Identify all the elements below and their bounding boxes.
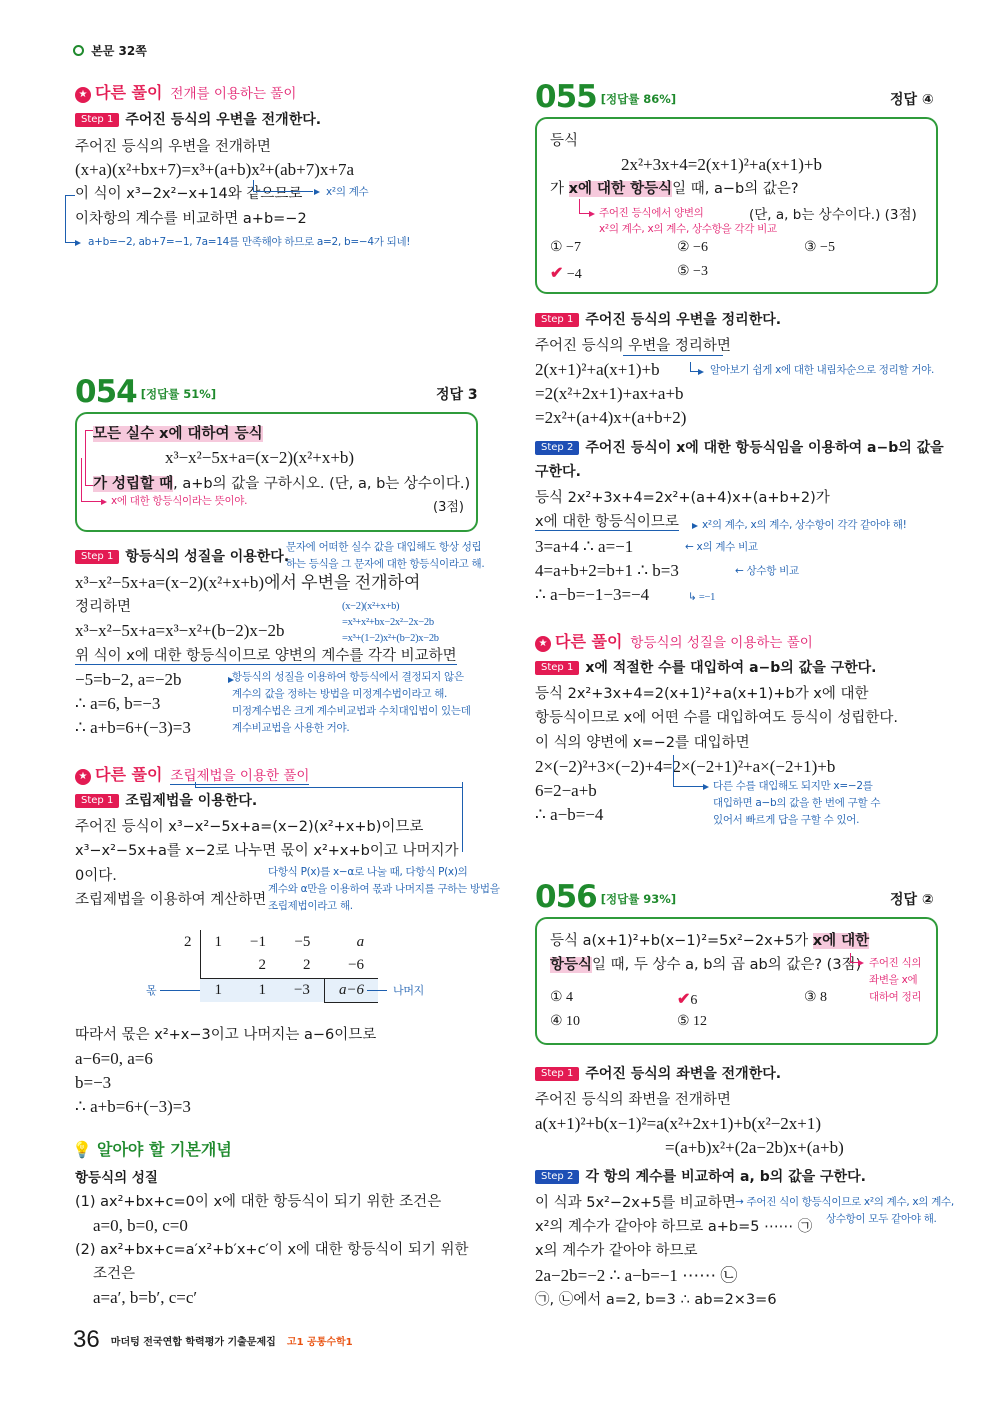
synthetic-division (170, 930, 378, 1003)
text-line: 따라서 몫은 x²+x−3이고 나머지는 a−6이므로 (75, 1027, 377, 1043)
checkmark-icon: ✔ (677, 991, 691, 1008)
step-badge: Step 1 (75, 550, 119, 564)
text-line: ㉠, ㉡에서 a=2, b=3 ∴ ab=2×3=6 (535, 1292, 777, 1308)
concept-subtitle: 항등식의 성질 (75, 1170, 158, 1186)
page-ref: 본문 32쪽 (73, 42, 147, 59)
math-line: ∴ a+b=6+(−3)=3 (75, 718, 191, 737)
annotation: 대하여 정리 (869, 991, 922, 1003)
connector-line (690, 362, 698, 372)
math-line: ∴ a+b=6+(−3)=3 (75, 1097, 191, 1116)
table-row: 2 2 −6 (170, 954, 378, 978)
text-line: 주어진 등식이 x³−x²−5x+a=(x−2)(x²+x+b)이므로 (75, 819, 424, 835)
math-line: =2(x²+2x+1)+ax+a+b (535, 384, 684, 403)
star-icon: ★ (535, 636, 551, 652)
math-line: =2x²+(a+4)x+(a+b+2) (535, 408, 687, 427)
text-line: x의 계수가 같아야 하므로 (535, 1243, 698, 1259)
annotation: 대입하면 a−b의 값을 한 번에 구할 수 (713, 797, 881, 809)
annotation: 계수의 값을 정하는 방법을 미정계수법이라고 해. (232, 688, 448, 700)
arrow-icon (589, 211, 595, 217)
math-line: 2a−2b=−2 ∴ a−b=−1 ⋯⋯ ㉡ (535, 1266, 738, 1285)
choice-3[interactable]: ③ 8 (804, 990, 828, 1005)
concept-item: a=0, b=0, c=0 (93, 1216, 188, 1235)
quotient-label: 몫 (146, 984, 157, 997)
math-line: a−6=0, a=6 (75, 1049, 153, 1068)
table-row: 1 1 −3 a−6 (170, 978, 378, 1002)
annotation: x²의 계수, x의 계수, 상수항이 각각 같아야 해! (702, 519, 907, 531)
concept-item: a=a′, b=b′, c=c′ (93, 1288, 198, 1307)
annotation: =x³+x²+bx−2x²−2x−2b (342, 617, 434, 628)
math-line: =(a+b)x²+(2a−2b)x+(a+b) (665, 1138, 844, 1157)
annotation: ↳ =−1 (688, 592, 716, 603)
arrow-icon (75, 240, 81, 246)
math-line: (x+a)(x²+bx+7)=x³+(a+b)x²+(ab+7)x+7a (75, 160, 355, 179)
choice-1[interactable]: ① −7 (550, 240, 581, 255)
text-line: x에 대한 항등식이므로 (535, 514, 679, 530)
remainder-label: 나머지 (393, 984, 424, 997)
alt-solution-header: ★ 다른 풀이 전개를 이용하는 풀이 (75, 80, 296, 103)
choice-5[interactable]: ⑤ 12 (677, 1014, 708, 1029)
problem-equation: 2x²+3x+4=2(x+1)²+a(x+1)+b (621, 155, 822, 174)
step-heading: Step 1 주어진 등식의 우변을 정리한다. (535, 310, 781, 330)
text-line: 이 식의 양변에 x=−2를 대입하면 (535, 735, 750, 751)
problem-line: 가 x에 대한 항등식일 때, a−b의 값은? (550, 181, 799, 197)
question-box (535, 917, 938, 1045)
connector-line (673, 755, 703, 787)
arrow-icon (314, 189, 320, 195)
step-heading: Step 2 각 항의 계수를 비교하여 a, b의 값을 구한다. (535, 1167, 866, 1187)
connector-line (579, 199, 589, 214)
connector-line (65, 195, 75, 243)
annotation: 주어진 등식에서 양변의 (599, 207, 704, 219)
circle-icon (73, 45, 84, 56)
annotation: 좌변을 x에 (869, 974, 918, 986)
step-heading-cont: 구한다. (535, 464, 581, 480)
math-line: a(x+1)²+b(x−1)²=a(x²+2x+1)+b(x²−2x+1) (535, 1114, 822, 1133)
arrow-right-icon (367, 990, 387, 991)
math-line: x³−x²−5x+a=(x−2)(x²+x+b)에서 우변을 전개하여 (75, 573, 421, 592)
math-line: 2(x+1)²+a(x+1)+b (535, 360, 660, 379)
text-line: 조립제법을 이용하여 계산하면 (75, 892, 267, 908)
annotation: x에 대한 항등식이라는 뜻이야. (111, 495, 248, 507)
annotation: ← x의 계수 비교 (685, 541, 758, 553)
step-heading: Step 1 주어진 등식의 우변을 전개한다. (75, 110, 321, 130)
math-line: ∴ a=6, b=−3 (75, 694, 161, 713)
subject-label: 고1 공통수학1 (286, 1337, 353, 1348)
annotation: x²의 계수 (326, 186, 369, 198)
math-line: 6=2−a+b (535, 781, 597, 800)
annotation: 상수항이 모두 같아야 해. (826, 1213, 937, 1225)
step-badge: Step 2 (535, 1170, 579, 1184)
choice-4[interactable]: ④ 10 (550, 1014, 581, 1029)
question-number: 054 [정답률 51%] (75, 374, 217, 410)
arrow-icon (101, 499, 107, 505)
text-line: 등식 2x²+3x+4=2x²+(a+4)x+(a+b+2)가 (535, 490, 830, 506)
text-line: 이 식과 5x²−2x+5를 비교하면 (535, 1195, 736, 1211)
annotation: 알아보기 쉽게 x에 대한 내림차순으로 정리할 거야. (710, 364, 935, 376)
step-badge: Step 1 (75, 113, 119, 127)
text-line: 등식 2x²+3x+4=2(x+1)²+a(x+1)+b가 x에 대한 (535, 686, 869, 702)
annotation: =x³+(1−2)x²+(b−2)x−2b (342, 633, 439, 644)
connector-line (850, 953, 858, 963)
step-heading: Step 1 조립제법을 이용한다. (75, 791, 257, 811)
book-title: 마더텅 전국연합 학력평가 기출문제집 (110, 1337, 276, 1348)
arrow-left-icon (160, 990, 200, 991)
checkmark-icon: ✔ (550, 265, 564, 282)
choice-2[interactable]: ✔6 (677, 991, 698, 1008)
math-line: b=−3 (75, 1073, 112, 1092)
connector-line (81, 458, 101, 502)
arrow-icon (858, 960, 864, 966)
text-line: 주어진 등식의 우변을 정리하면 (535, 338, 731, 354)
step-heading: Step 1 x에 적절한 수를 대입하여 a−b의 값을 구한다. (535, 658, 877, 678)
text-line: 정리하면 (75, 599, 132, 615)
question-number: 056 [정답률 93%] (535, 879, 677, 915)
annotation: 계수와 α만을 이용하여 몫과 나머지를 구하는 방법을 (268, 883, 500, 895)
annotation: 조립제법이라고 해. (268, 900, 353, 912)
math-line: ∴ a−b=−1−3=−4 (535, 585, 650, 604)
connector-line (253, 180, 313, 192)
annotation: a+b=−2, ab+7=−1, 7a=14를 만족해야 하므로 a=2, b=−4가 되네! (88, 236, 411, 248)
annotation: 문자에 어떠한 실수 값을 대입해도 항상 성립 (286, 541, 482, 553)
footer (73, 1326, 353, 1354)
step-heading: Step 2 주어진 등식이 x에 대한 항등식임을 이용하여 a−b의 값을 (535, 438, 944, 458)
math-line: 2×(−2)²+3×(−2)+4=2×(−2+1)²+a×(−2+1)+b (535, 757, 836, 776)
math-line: x³−x²−5x+a=x³−x²+(b−2)x−2b (75, 621, 285, 640)
annotation: 계수비교법을 사용한 거야. (232, 722, 350, 734)
text-line: 위 식이 x에 대한 항등식이므로 양변의 계수를 각각 비교하면 (75, 648, 457, 664)
math-line: 3=a+4 ∴ a=−1 (535, 537, 634, 556)
choice-1[interactable]: ① 4 (550, 990, 574, 1005)
annotation: 있어서 빠르게 답을 구할 수 있어. (713, 814, 860, 826)
answer-label: 정답 ② (890, 892, 934, 908)
step-badge: Step 1 (535, 661, 579, 675)
text-line: x²의 계수가 같아야 하므로 a+b=5 ⋯⋯ ㉠ (535, 1219, 813, 1235)
concept-header: 💡 알아야 할 기본개념 (72, 1140, 232, 1159)
arrow-icon (698, 369, 704, 375)
annotation: 다항식 P(x)를 x−α로 나눌 때, 다항식 P(x)의 (268, 866, 468, 878)
annotation: 다른 수를 대입해도 되지만 x=−2를 (713, 780, 873, 792)
annotation: 항등식의 성질을 이용하여 항등식에서 결정되지 않은 (232, 671, 464, 683)
problem-line: 등식 a(x+1)²+b(x−1)²=5x²−2x+5가 x에 대한 (550, 933, 870, 949)
question-box (535, 117, 938, 294)
table-row: 2 1 −1 −5 a (170, 930, 378, 954)
math-line: ∴ a−b=−4 (535, 805, 604, 824)
step-badge: Step 1 (75, 794, 119, 808)
step-heading: Step 1 항등식의 성질을 이용한다. (75, 547, 289, 567)
step-badge: Step 1 (535, 313, 579, 327)
step-heading: Step 1 주어진 등식의 좌변을 전개한다. (535, 1064, 781, 1084)
points-label: (3점) (433, 500, 464, 515)
text-line: 주어진 등식의 좌변을 전개하면 (535, 1092, 731, 1108)
choice-3[interactable]: ③ −5 (804, 240, 835, 255)
arrow-icon (692, 523, 698, 529)
annotation: ← 상수항 비교 (735, 565, 799, 577)
choice-5[interactable]: ⑤ −3 (677, 264, 708, 279)
problem-line: 가 성립할 때, a+b의 값을 구하시오. (단, a, b는 상수이다.) (93, 476, 471, 492)
condition-text: (단, a, b는 상수이다.) (3점) (749, 207, 917, 223)
text-line: 항등식이므로 x에 어떤 수를 대입하여도 등식이 성립한다. (535, 710, 899, 726)
annotation: → 주어진 식이 항등식이므로 x²의 계수, x의 계수, (735, 1196, 954, 1208)
text-line: 주어진 등식의 우변을 전개하면 (75, 139, 271, 155)
choice-4[interactable]: ✔ −4 (550, 265, 582, 282)
lightbulb-icon: 💡 (72, 1140, 92, 1159)
connector-line (195, 782, 463, 788)
text-line: 이 식이 x³−2x²−x+14와 같으므로 (75, 186, 303, 202)
page-number: 36 (73, 1326, 100, 1353)
text-line: 0이다. (75, 868, 117, 884)
question-box (75, 412, 478, 532)
annotation: 주어진 식의 (869, 957, 922, 969)
answer-label: 정답 ④ (890, 92, 934, 108)
connector-line (195, 782, 463, 852)
underline (623, 355, 723, 356)
arrow-icon (703, 784, 709, 790)
concept-item: (1) ax²+bx+c=0이 x에 대한 항등식이 되기 위한 조건은 (75, 1194, 442, 1210)
answer-label: 정답 3 (436, 387, 478, 403)
annotation: (x−2)(x²+x+b) (342, 601, 400, 612)
math-line: −5=b−2, a=−2b (75, 670, 182, 689)
alt-solution-header: ★ 다른 풀이 조립제법을 이용한 풀이 (75, 762, 309, 785)
problem-equation: x³−x²−5x+a=(x−2)(x²+x+b) (165, 448, 355, 467)
choice-2[interactable]: ② −6 (677, 240, 708, 255)
annotation: 미정계수법은 크게 계수비교법과 수치대입법이 있는데 (232, 705, 471, 717)
math-line: 4=a+b+2=b+1 ∴ b=3 (535, 561, 679, 580)
problem-line: 등식 (550, 133, 579, 149)
step-badge: Step 1 (535, 1067, 579, 1081)
text-line: x³−x²−5x+a를 x−2로 나누면 몫이 x²+x+b이고 나머지가 (75, 843, 459, 859)
step-badge: Step 2 (535, 441, 579, 455)
star-icon: ★ (75, 87, 91, 103)
concept-item: (2) ax²+bx+c=a′x²+b′x+c′이 x에 대한 항등식이 되기 위한 (75, 1242, 469, 1258)
annotation: 하는 등식을 그 문자에 대한 항등식이라고 해. (286, 558, 485, 570)
annotation: x²의 계수, x의 계수, 상수항을 각각 비교 (599, 223, 777, 235)
star-icon: ★ (75, 769, 91, 785)
question-number: 055 [정답률 86%] (535, 79, 677, 115)
problem-line: 모든 실수 x에 대하여 등식 (93, 426, 263, 442)
concept-item: 조건은 (93, 1266, 136, 1282)
alt-solution-header: ★ 다른 풀이 항등식의 성질을 이용하는 풀이 (535, 629, 813, 652)
text-line: 이차항의 계수를 비교하면 a+b=−2 (75, 211, 307, 227)
problem-line: 항등식일 때, 두 상수 a, b의 곱 ab의 값은? (3점) (550, 957, 862, 973)
